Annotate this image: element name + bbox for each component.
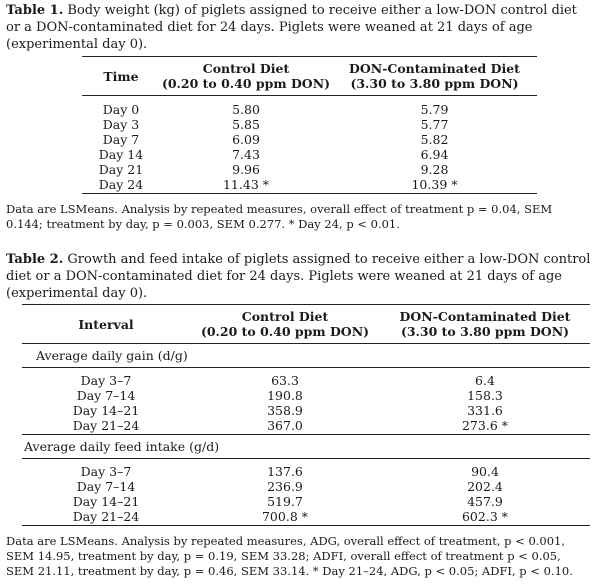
table2-don-cell: 158.3 — [467, 387, 503, 403]
table-row — [82, 162, 537, 177]
table2-interval-cell: Day 21–24 — [72, 509, 140, 525]
table2-interval-cell: Day 7–14 — [76, 478, 136, 494]
table1 — [82, 56, 537, 194]
table1-control-cell: 5.85 — [232, 116, 260, 132]
table1-time-cell: Day 14 — [98, 146, 144, 162]
table-row — [22, 494, 590, 509]
table2-header-control-line2: (0.20 to 0.40 ppm DON) — [200, 324, 370, 339]
table-row — [22, 509, 590, 526]
table2-control-cell: 700.8 * — [261, 509, 308, 525]
table-row — [22, 418, 590, 435]
table1-header-don — [332, 57, 537, 96]
table2-header-row — [22, 305, 590, 344]
table-row — [82, 177, 537, 194]
table-row — [22, 388, 590, 403]
table2-don-cell: 6.4 — [475, 372, 495, 388]
table1-control-cell: 11.43 * — [222, 177, 269, 193]
table-row — [82, 102, 537, 117]
table1-don-cell: 6.94 — [420, 146, 449, 162]
table1-footnote: Data are LSMeans. Analysis by repeated measures, overall effect of treatment p = 0.04, SEM 0.144; treatment by day, p = 0.003, SEM 0.277. * Day 24, p < 0.01. — [6, 202, 553, 231]
table1-control-cell: 7.43 — [232, 146, 260, 162]
table1-control-cell: 5.80 — [232, 101, 260, 117]
table2-header-interval: Interval — [78, 316, 134, 332]
table1-header-don-line2: (3.30 to 3.80 ppm DON) — [350, 76, 519, 91]
table2-caption-label: Table 2. — [6, 252, 64, 267]
table1-don-cell: 5.77 — [420, 116, 449, 132]
table2 — [22, 304, 590, 526]
table1-header-control-line2: (0.20 to 0.40 ppm DON) — [161, 76, 331, 91]
table2-interval-cell: Day 3–7 — [80, 372, 132, 388]
table1-don-cell: 10.39 * — [411, 177, 458, 193]
table2-caption — [6, 251, 594, 302]
table-row — [22, 479, 590, 494]
table1-time-cell: Day 7 — [102, 131, 140, 147]
table1-caption-text: Body weight (kg) of piglets assigned to receive either a low-DON control diet or a DON-contaminated diet for 24 days. Piglets were weaned at 21 days of age (experimental day 0). — [6, 3, 577, 52]
table2-control-cell: 190.8 — [267, 387, 303, 403]
table1-time-cell: Day 21 — [98, 161, 144, 177]
table2-section-adfi-title: Average daily feed intake (g/d) — [24, 439, 220, 454]
table-row — [82, 117, 537, 132]
table-row — [82, 147, 537, 162]
table2-don-cell: 202.4 — [467, 478, 503, 494]
table2-header-don-line1: DON-Contaminated Diet — [399, 309, 571, 324]
table-row — [82, 132, 537, 147]
table1-control-cell: 6.09 — [232, 131, 260, 147]
table2-control-cell: 63.3 — [271, 372, 299, 388]
table1-header-time: Time — [103, 68, 139, 84]
table2-don-cell: 90.4 — [471, 463, 499, 479]
table2-control-cell: 367.0 — [267, 418, 303, 434]
table2-control-cell: 137.6 — [267, 463, 303, 479]
table2-header-control — [190, 305, 380, 344]
table1-header-control-line1: Control Diet — [202, 61, 290, 76]
table2-section-adg — [22, 344, 590, 368]
table1-header-don-line1: DON-Contaminated Diet — [349, 61, 520, 76]
table1-don-cell: 5.82 — [420, 131, 449, 147]
table2-don-cell: 273.6 * — [461, 418, 508, 434]
table1-control-cell: 9.96 — [232, 161, 260, 177]
table1-caption-label: Table 1. — [6, 3, 64, 18]
table1-time-cell: Day 24 — [98, 177, 144, 193]
table1-don-cell: 9.28 — [420, 161, 449, 177]
table1-header-row — [82, 57, 537, 96]
table1-don-cell: 5.79 — [420, 101, 449, 117]
table1-header-control — [160, 57, 332, 96]
table1-time-cell: Day 0 — [102, 101, 140, 117]
table2-control-cell: 236.9 — [267, 478, 303, 494]
table2-control-cell: 519.7 — [267, 493, 303, 509]
table2-footnote: Data are LSMeans. Analysis by repeated measures, ADG, overall effect of treatment, p < 0.001, SEM 14.95, treatment by day, p = 0.19, SEM 33.28; ADFI, overall effect of treatment p < 0.05, SEM 21.11, treatment by day, p = 0.46, SEM 33.14. * Day 21–24, ADG, p < 0.05; ADFI, p < 0.10. — [6, 534, 573, 578]
table2-interval-cell: Day 3–7 — [80, 463, 132, 479]
table2-control-cell: 358.9 — [267, 402, 303, 418]
table2-don-cell: 602.3 * — [461, 509, 508, 525]
table2-header-don — [380, 305, 590, 344]
table2-interval-cell: Day 21–24 — [72, 418, 140, 434]
table2-section-adfi — [22, 435, 590, 459]
table2-header-control-line1: Control Diet — [241, 309, 329, 324]
table2-caption-text: Growth and feed intake of piglets assigned to receive either a low-DON control diet or a DON-contaminated diet for 24 days. Piglets were weaned at 21 days of age (experimental day 0). — [6, 252, 591, 301]
table-row — [22, 403, 590, 418]
table2-header-don-line2: (3.30 to 3.80 ppm DON) — [400, 324, 570, 339]
table2-interval-cell: Day 14–21 — [72, 402, 140, 418]
table1-caption — [6, 2, 594, 53]
table2-don-cell: 331.6 — [467, 402, 503, 418]
table-row — [22, 373, 590, 388]
table2-don-cell: 457.9 — [467, 493, 503, 509]
table-row — [22, 464, 590, 479]
table2-section-adg-title: Average daily gain (d/g) — [36, 348, 188, 363]
table2-interval-cell: Day 7–14 — [76, 387, 136, 403]
table2-interval-cell: Day 14–21 — [72, 493, 140, 509]
table1-time-cell: Day 3 — [102, 116, 140, 132]
